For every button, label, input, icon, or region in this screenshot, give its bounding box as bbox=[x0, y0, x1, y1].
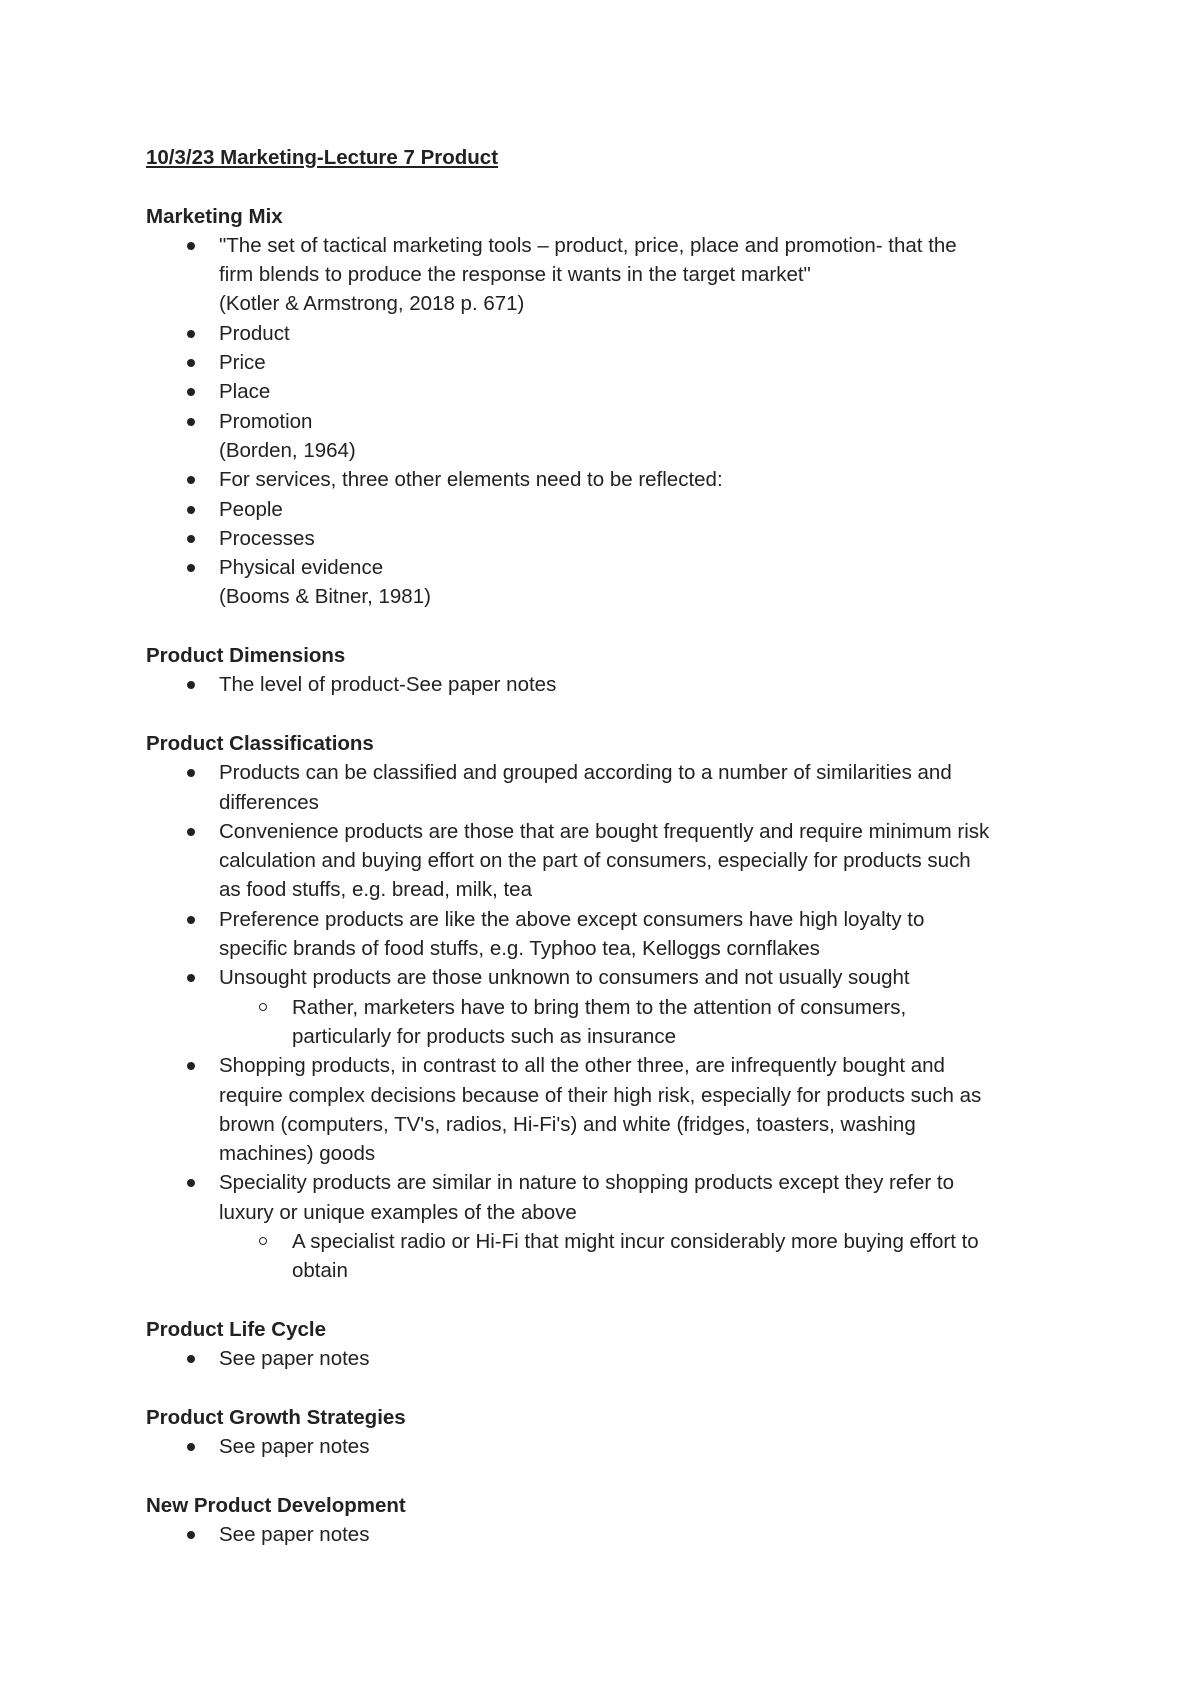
list-item-text: Physical evidence bbox=[219, 556, 384, 580]
list-item: Processes bbox=[146, 524, 1066, 553]
list-item: See paper notes bbox=[146, 1344, 1066, 1373]
list-item bbox=[146, 758, 1066, 817]
spacer bbox=[146, 1286, 1066, 1315]
list-item-text: calculation and buying effort on the part of consumers, especially for products such bbox=[219, 849, 971, 873]
bullet-list bbox=[146, 1432, 1066, 1461]
spacer bbox=[146, 1373, 1066, 1402]
list-item-text: Speciality products are similar in nature to shopping products except they refer to bbox=[219, 1171, 954, 1195]
list-item-text: particularly for products such as insurance bbox=[292, 1024, 676, 1048]
sub-list-item bbox=[219, 1227, 1066, 1286]
list-item bbox=[146, 553, 1066, 612]
list-item: The level of product-See paper notes bbox=[146, 670, 1066, 699]
list-item: See paper notes bbox=[146, 1432, 1066, 1461]
list-item-text: Products can be classified and grouped according to a number of similarities and bbox=[219, 761, 952, 785]
spacer bbox=[146, 1461, 1066, 1490]
list-item bbox=[146, 1168, 1066, 1285]
list-item-text: require complex decisions because of their high risk, especially for products such as bbox=[219, 1083, 982, 1107]
section-product-life-cycle bbox=[146, 1315, 1066, 1374]
section-heading: Product Dimensions bbox=[146, 644, 346, 668]
spacer bbox=[146, 172, 1066, 201]
sub-list-item bbox=[219, 993, 1066, 1052]
sub-bullet-list bbox=[219, 993, 1066, 1052]
quote-line: "The set of tactical marketing tools – product, price, place and promotion- that the bbox=[219, 233, 957, 257]
list-item-text: brown (computers, TV's, radios, Hi-Fi's) and white (fridges, toasters, washing bbox=[219, 1112, 916, 1136]
bullet-list bbox=[146, 670, 1066, 699]
list-item bbox=[146, 407, 1066, 466]
section-new-product-development bbox=[146, 1491, 1066, 1550]
list-item-text: specific brands of food stuffs, e.g. Typhoo tea, Kelloggs cornflakes bbox=[219, 937, 820, 961]
section-product-growth-strategies bbox=[146, 1403, 1066, 1462]
list-item-text: as food stuffs, e.g. bread, milk, tea bbox=[219, 878, 532, 902]
bullet-list bbox=[146, 1520, 1066, 1549]
list-item: Price bbox=[146, 348, 1066, 377]
list-item: See paper notes bbox=[146, 1520, 1066, 1549]
sub-bullet-list bbox=[219, 1227, 1066, 1286]
list-item-text: Rather, marketers have to bring them to the attention of consumers, bbox=[292, 995, 907, 1019]
list-item: For services, three other elements need to be reflected: bbox=[146, 465, 1066, 494]
spacer bbox=[146, 612, 1066, 641]
section-heading: Product Life Cycle bbox=[146, 1317, 326, 1341]
list-item bbox=[146, 905, 1066, 964]
section-heading: Marketing Mix bbox=[146, 204, 283, 228]
list-item-text: luxury or unique examples of the above bbox=[219, 1200, 577, 1224]
bullet-list bbox=[146, 231, 1066, 612]
list-item-text: obtain bbox=[292, 1259, 348, 1283]
list-item-text: Shopping products, in contrast to all the other three, are infrequently bought and bbox=[219, 1054, 945, 1078]
list-item: People bbox=[146, 495, 1066, 524]
list-item-text: Promotion bbox=[219, 409, 313, 433]
bullet-list bbox=[146, 1344, 1066, 1373]
list-item bbox=[146, 963, 1066, 1051]
page-title: 10/3/23 Marketing-Lecture 7 Product bbox=[146, 146, 499, 169]
section-product-classifications bbox=[146, 729, 1066, 1286]
list-item-text: A specialist radio or Hi-Fi that might incur considerably more buying effort to bbox=[292, 1229, 979, 1253]
section-heading: Product Classifications bbox=[146, 731, 374, 755]
section-heading: Product Growth Strategies bbox=[146, 1405, 406, 1429]
list-item: Place bbox=[146, 377, 1066, 406]
spacer bbox=[146, 700, 1066, 729]
section-product-dimensions bbox=[146, 641, 1066, 700]
section-marketing-mix bbox=[146, 202, 1066, 612]
document-page bbox=[146, 143, 1066, 1549]
list-item bbox=[146, 231, 1066, 319]
citation: (Borden, 1964) bbox=[219, 438, 356, 462]
quote-line: firm blends to produce the response it wants in the target market" bbox=[219, 263, 811, 287]
list-item bbox=[146, 817, 1066, 905]
list-item bbox=[146, 1051, 1066, 1168]
section-heading: New Product Development bbox=[146, 1493, 406, 1517]
list-item-text: Unsought products are those unknown to consumers and not usually sought bbox=[219, 966, 910, 990]
list-item-text: differences bbox=[219, 790, 319, 814]
list-item: Product bbox=[146, 319, 1066, 348]
citation: (Booms & Bitner, 1981) bbox=[219, 585, 431, 609]
citation: (Kotler & Armstrong, 2018 p. 671) bbox=[219, 292, 525, 316]
list-item-text: Convenience products are those that are bought frequently and require minimum risk bbox=[219, 819, 990, 843]
list-item-text: machines) goods bbox=[219, 1142, 376, 1166]
list-item-text: Preference products are like the above except consumers have high loyalty to bbox=[219, 907, 925, 931]
bullet-list bbox=[146, 758, 1066, 1285]
